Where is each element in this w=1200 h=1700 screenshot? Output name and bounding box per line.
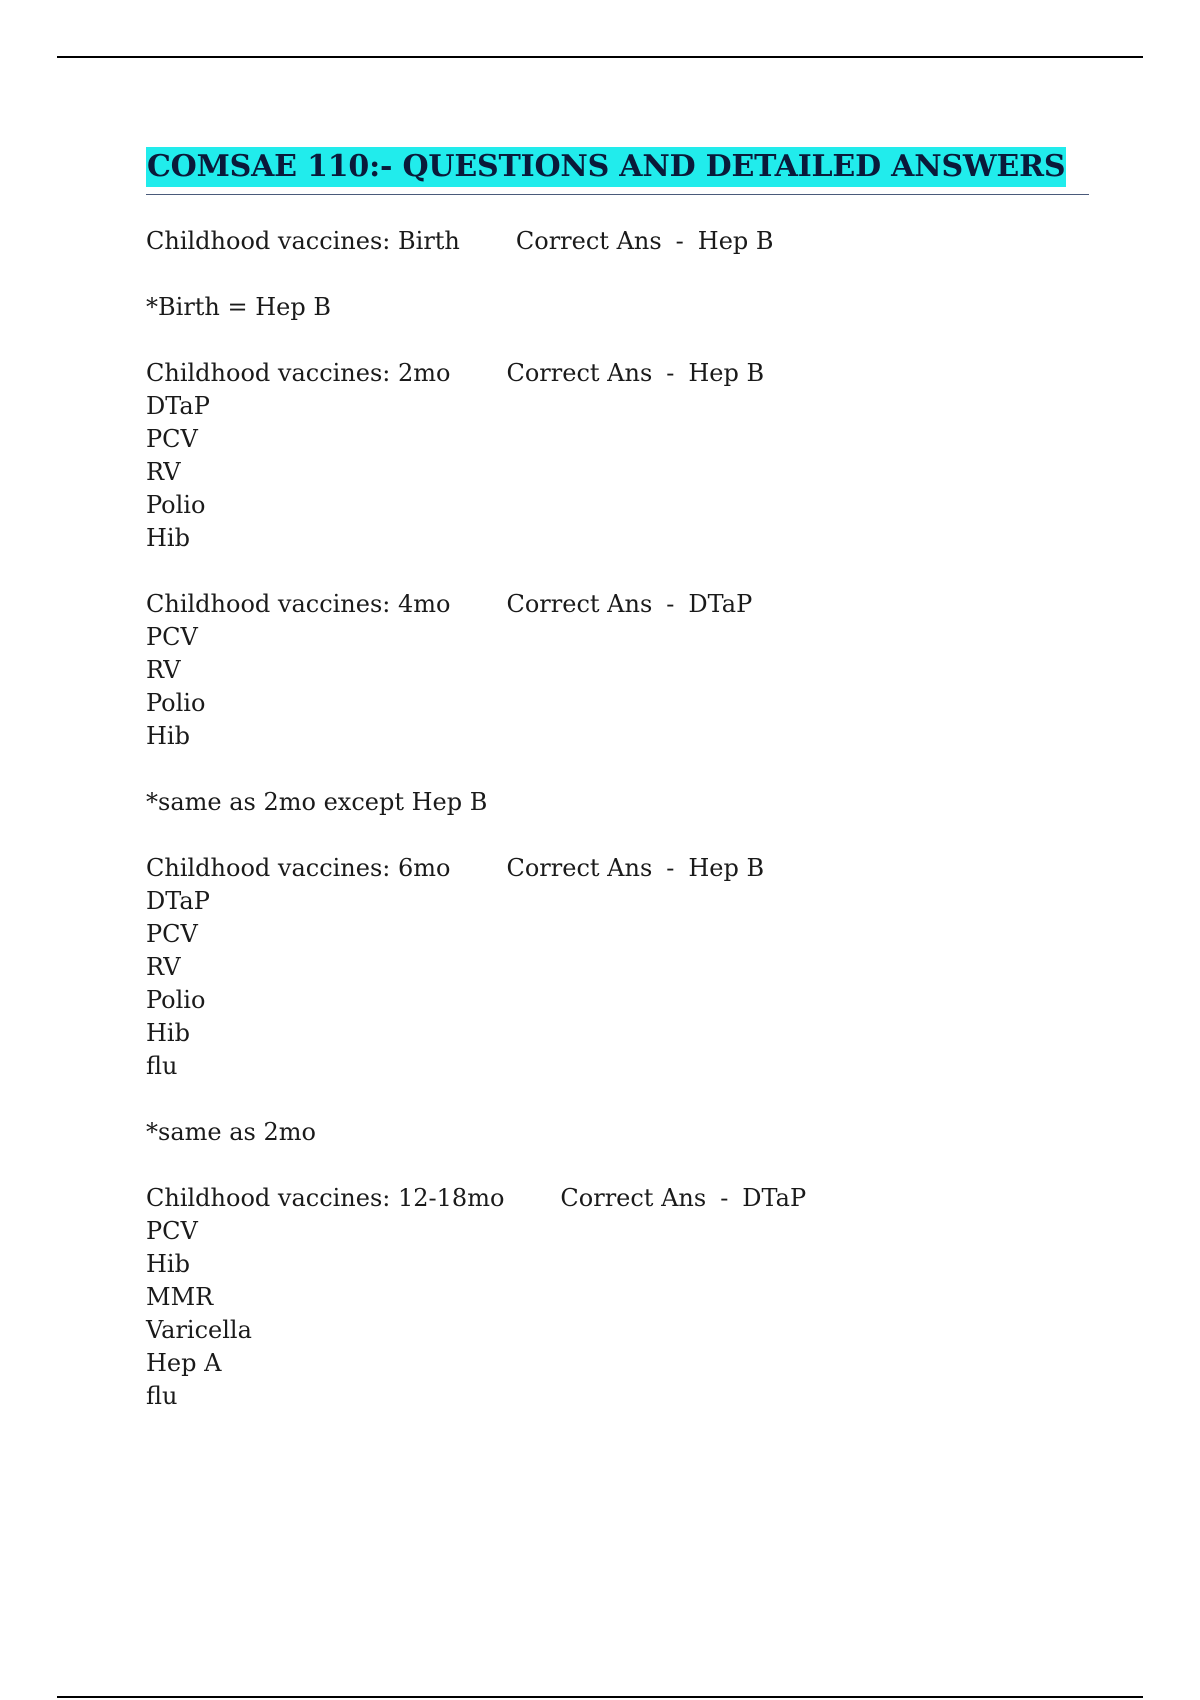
answer-item: RV: [146, 953, 181, 981]
answer-item: DTaP: [146, 887, 210, 915]
answer-item: Hib: [146, 1250, 190, 1278]
answer-separator: -: [720, 1184, 729, 1212]
question-line: [146, 225, 1089, 258]
question-text: Childhood vaccines: 12-18mo: [146, 1184, 505, 1212]
document-body: [146, 147, 1089, 1446]
answer-item: Hib: [146, 1019, 190, 1047]
answer-item: RV: [146, 458, 181, 486]
question-text: Childhood vaccines: 6mo: [146, 854, 451, 882]
note-block: [146, 786, 1089, 819]
answer-item: Varicella: [146, 1316, 252, 1344]
answer-item: Hep A: [146, 1349, 222, 1377]
answer-item: Hib: [146, 524, 190, 552]
note-block: [146, 291, 1089, 324]
bottom-border-line: [57, 1696, 1143, 1698]
title-section: [146, 147, 1089, 195]
qa-list: [146, 225, 1089, 1413]
answer-item: DTaP: [742, 1184, 807, 1212]
answer-item: RV: [146, 656, 181, 684]
answer-label: Correct Ans: [560, 1184, 707, 1212]
qa-entry: [146, 588, 1089, 753]
answer-item: Polio: [146, 689, 206, 717]
question-line: [146, 357, 1089, 390]
answer-item: PCV: [146, 623, 198, 651]
answer-item: PCV: [146, 1217, 198, 1245]
answer-item: MMR: [146, 1283, 214, 1311]
answer-item: flu: [146, 1382, 178, 1410]
answer-item: Hep B: [697, 227, 774, 255]
answer-label: Correct Ans: [515, 227, 662, 255]
answer-item: Polio: [146, 491, 206, 519]
qa-entry: [146, 357, 1089, 555]
answer-item: flu: [146, 1052, 178, 1080]
answer-item: Hib: [146, 722, 190, 750]
answer-item: Hep B: [688, 359, 765, 387]
qa-entry: [146, 225, 1089, 258]
question-line: [146, 852, 1089, 885]
answer-label: Correct Ans: [506, 854, 653, 882]
answer-item: DTaP: [146, 392, 210, 420]
question-text: Childhood vaccines: 2mo: [146, 359, 451, 387]
answer-separator: -: [666, 359, 675, 387]
question-line: [146, 588, 1089, 621]
note-text: *same as 2mo except Hep B: [146, 788, 488, 816]
answer-item: Polio: [146, 986, 206, 1014]
question-line: [146, 1182, 1089, 1215]
question-text: Childhood vaccines: 4mo: [146, 590, 451, 618]
answer-separator: -: [666, 854, 675, 882]
qa-entry: [146, 1182, 1089, 1413]
top-border-line: [57, 56, 1143, 58]
note-text: *same as 2mo: [146, 1118, 316, 1146]
answer-label: Correct Ans: [506, 590, 653, 618]
qa-entry: [146, 852, 1089, 1083]
answer-item: DTaP: [688, 590, 753, 618]
question-text: Childhood vaccines: Birth: [146, 227, 460, 255]
answer-item: PCV: [146, 920, 198, 948]
answer-item: PCV: [146, 425, 198, 453]
answer-label: Correct Ans: [506, 359, 653, 387]
answer-separator: -: [675, 227, 684, 255]
note-text: *Birth = Hep B: [146, 293, 332, 321]
note-block: [146, 1116, 1089, 1149]
answer-separator: -: [666, 590, 675, 618]
answer-item: Hep B: [688, 854, 765, 882]
document-title: COMSAE 110:- QUESTIONS AND DETAILED ANSWERS: [146, 147, 1066, 187]
